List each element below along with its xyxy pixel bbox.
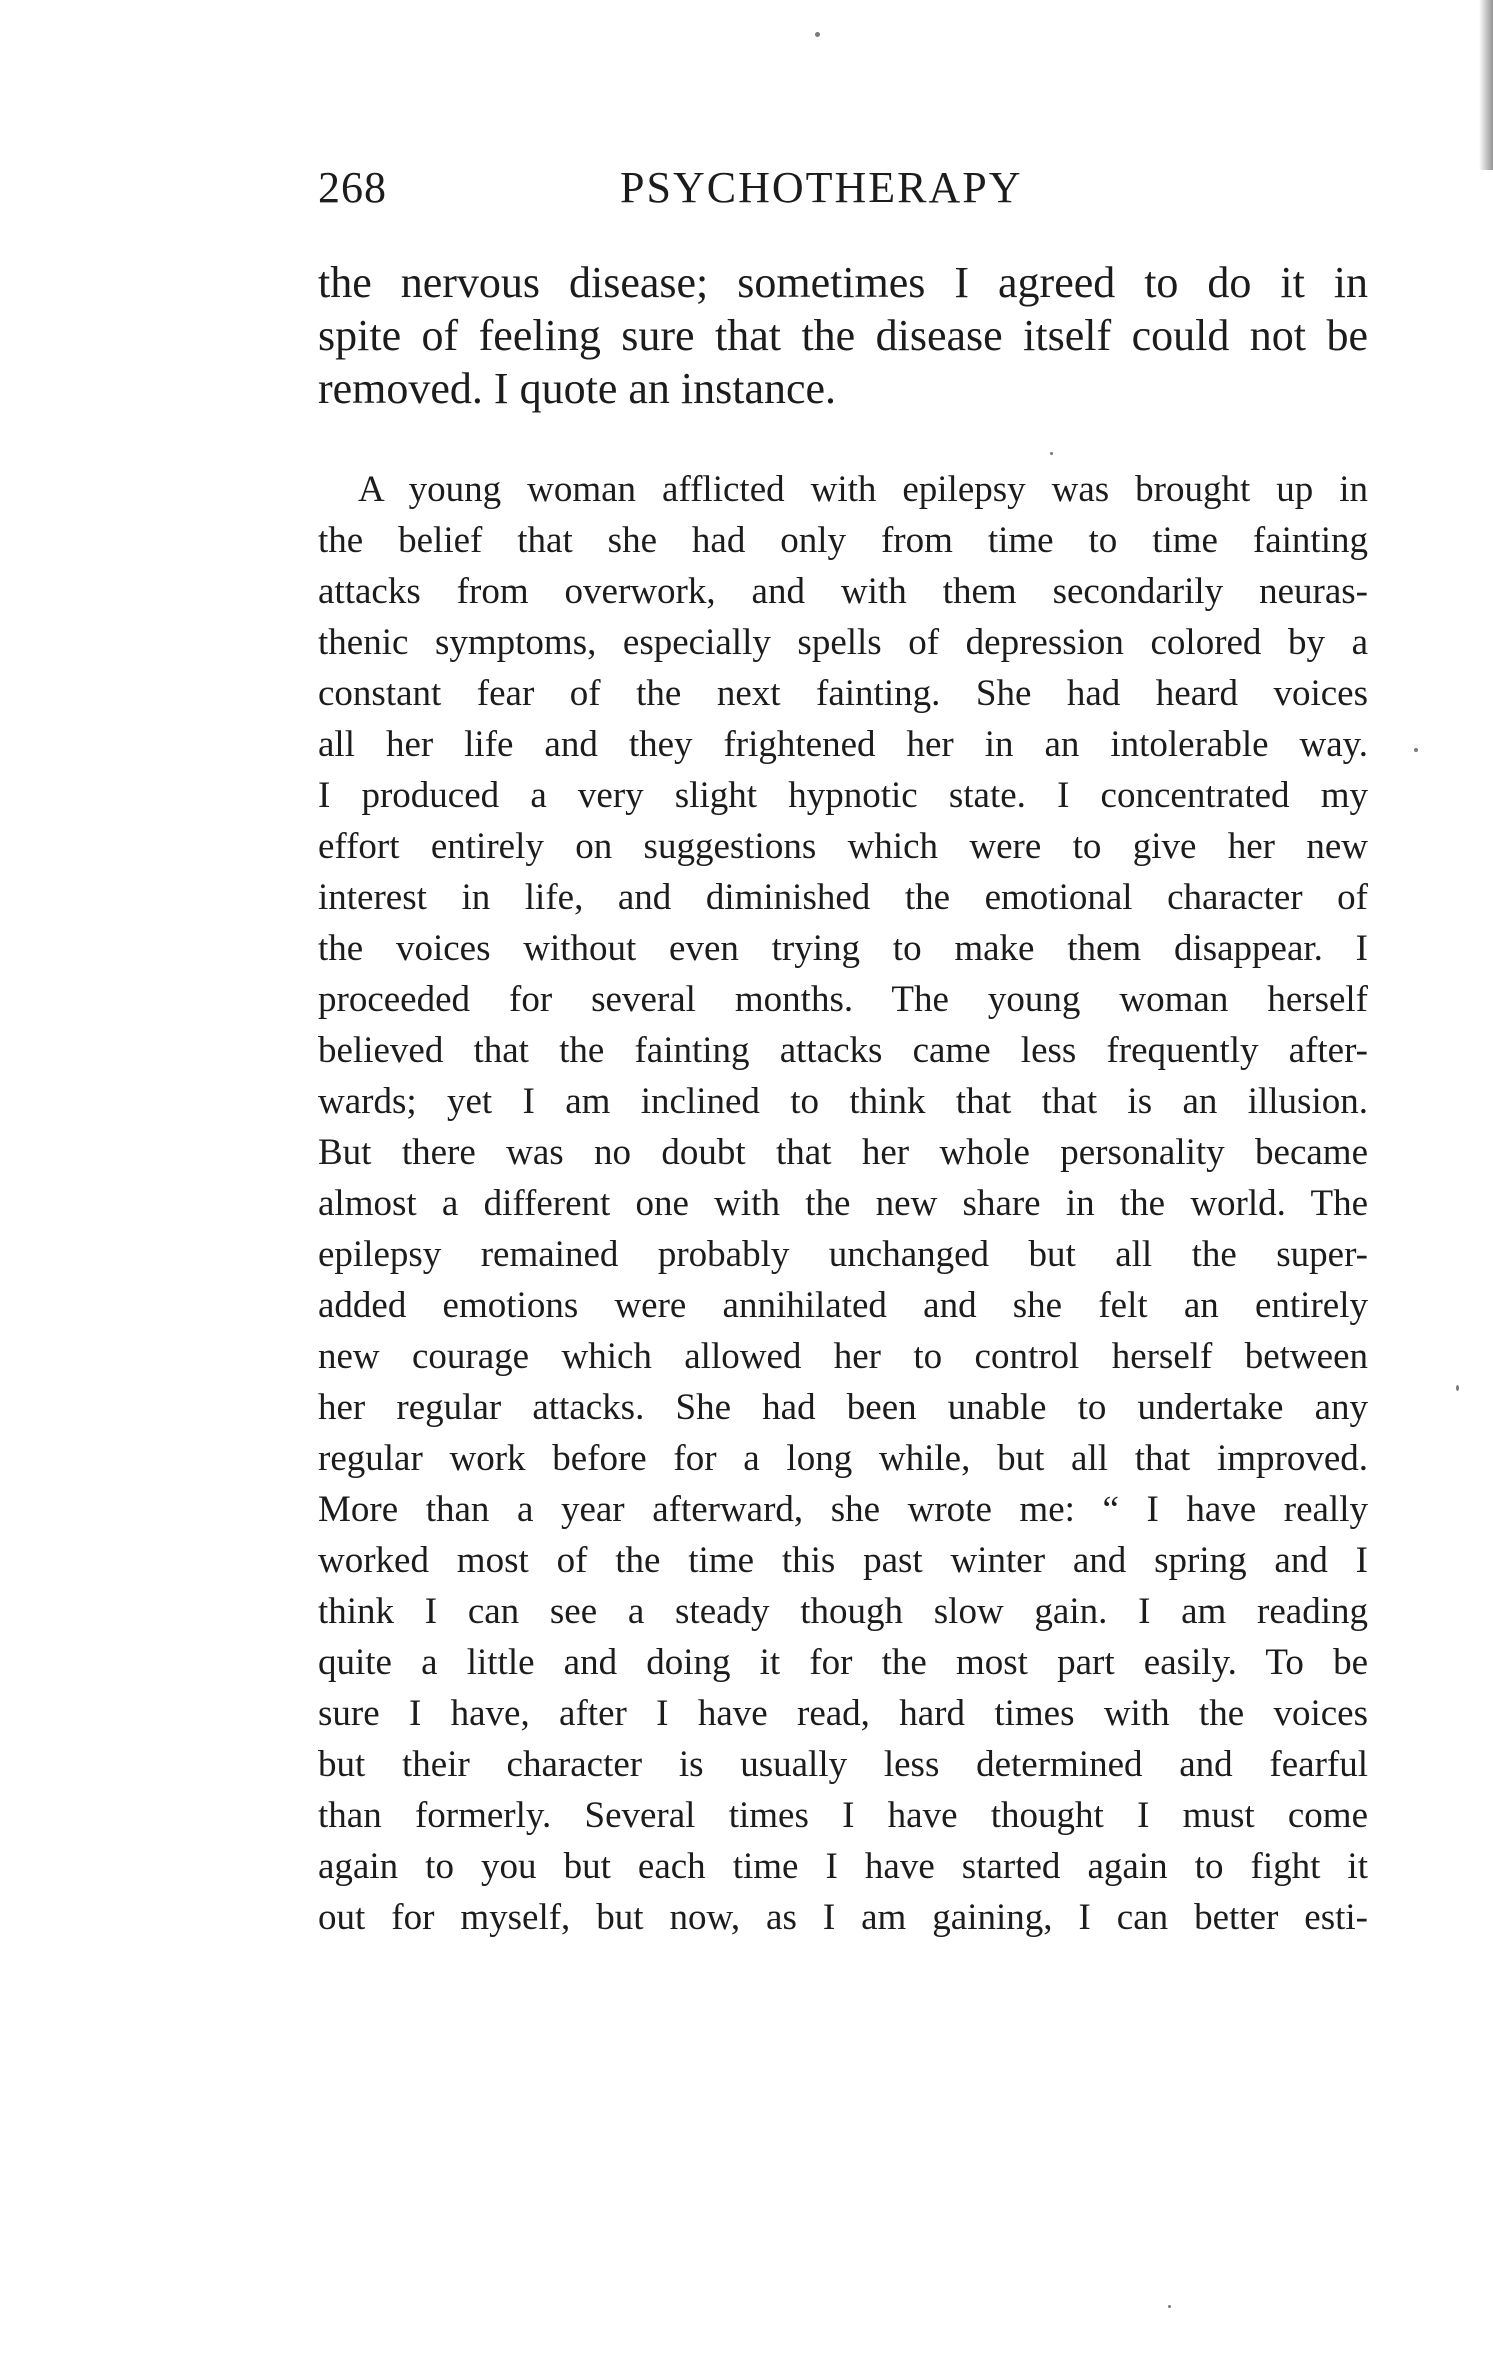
text-line: all her life and they frightened her in an intolerable way. <box>318 724 1368 765</box>
text-line: constant fear of the next fainting. She had heard voices <box>318 673 1368 714</box>
text-line: But there was no doubt that her whole personality became <box>318 1132 1368 1173</box>
text-line: worked most of the time this past winter and spring and I <box>318 1540 1368 1581</box>
text-line: believed that the fainting attacks came less frequently after- <box>318 1030 1368 1071</box>
text-line: proceeded for several months. The young woman herself <box>318 979 1368 1020</box>
page-number: 268 <box>318 163 387 212</box>
text-line: added emotions were annihilated and she felt an entirely <box>318 1285 1368 1326</box>
text-line: More than a year afterward, she wrote me: “ I have really <box>318 1489 1368 1530</box>
text-line: effort entirely on suggestions which were to give her new <box>318 826 1368 867</box>
paper-speck <box>1168 2305 1171 2308</box>
text-line: quite a little and doing it for the most part easily. To be <box>318 1642 1368 1683</box>
text-line: sure I have, after I have read, hard times with the voices <box>318 1693 1368 1734</box>
text-line: the voices without even trying to make them disappear. I <box>318 928 1368 969</box>
text-line: removed. I quote an instance. <box>318 364 837 413</box>
text-line: thenic symptoms, especially spells of depression colored by a <box>318 622 1368 663</box>
paper-speck <box>815 32 820 37</box>
running-title: PSYCHOTHERAPY <box>620 163 1023 212</box>
text-line: her regular attacks. She had been unable to undertake any <box>318 1387 1368 1428</box>
page-edge-shadow <box>1479 0 1493 170</box>
text-line: regular work before for a long while, but all that improved. <box>318 1438 1368 1479</box>
text-line: out for myself, but now, as I am gaining, I can better esti- <box>318 1897 1368 1938</box>
paper-speck <box>1414 748 1418 752</box>
paper-speck <box>1050 452 1053 455</box>
text-line: but their character is usually less determined and fearful <box>318 1744 1368 1785</box>
text-line: the belief that she had only from time to time fainting <box>318 520 1368 561</box>
text-line: A young woman afflicted with epilepsy was brought up in <box>358 469 1368 510</box>
text-line: new courage which allowed her to control herself between <box>318 1336 1368 1377</box>
text-line: I produced a very slight hypnotic state. I concentrated my <box>318 775 1368 816</box>
text-line: the nervous disease; sometimes I agreed to do it in <box>318 258 1368 307</box>
text-line: than formerly. Several times I have thought I must come <box>318 1795 1368 1836</box>
text-line: wards; yet I am inclined to think that that is an illusion. <box>318 1081 1368 1122</box>
running-head <box>318 158 1368 218</box>
text-line: spite of feeling sure that the disease itself could not be <box>318 311 1368 360</box>
paper-speck <box>1456 1385 1459 1391</box>
text-line: think I can see a steady though slow gain. I am reading <box>318 1591 1368 1632</box>
text-line: again to you but each time I have started again to fight it <box>318 1846 1368 1887</box>
text-line: almost a different one with the new share in the world. The <box>318 1183 1368 1224</box>
text-line: epilepsy remained probably unchanged but all the super- <box>318 1234 1368 1275</box>
text-line: attacks from overwork, and with them secondarily neuras- <box>318 571 1368 612</box>
text-line: interest in life, and diminished the emotional character of <box>318 877 1368 918</box>
